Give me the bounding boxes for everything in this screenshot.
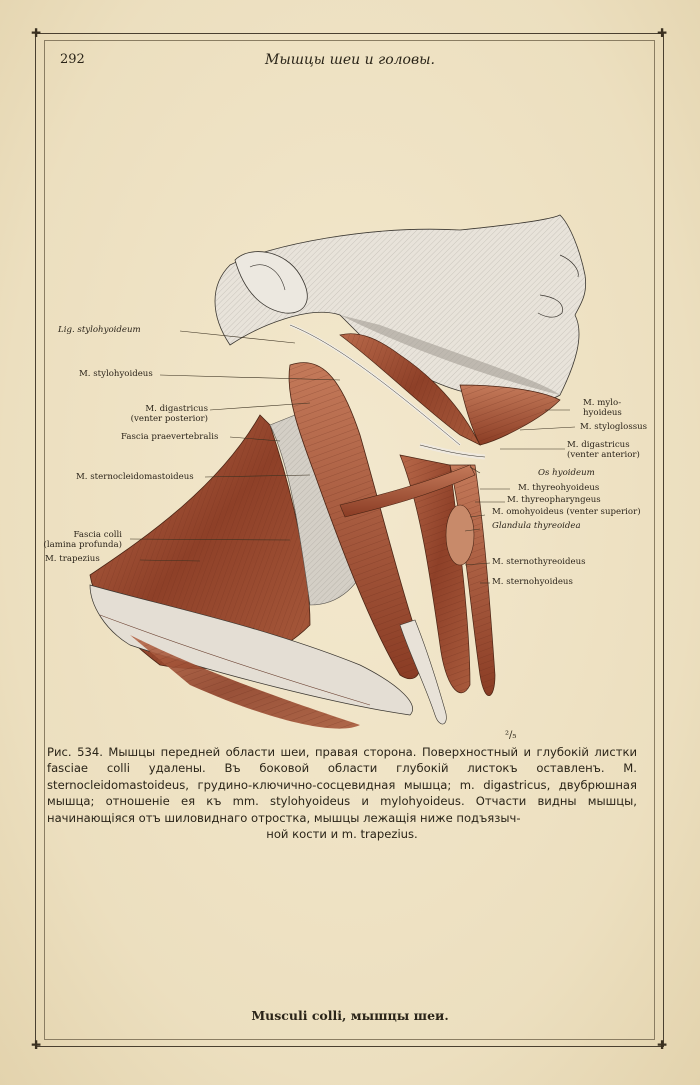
- label-m-trapezius: M. trapezius: [45, 554, 100, 564]
- label-m-digastricus-posterior: M. digastricus (venter posterior): [130, 404, 208, 424]
- corner-ornament-top-left: ✚: [30, 26, 42, 40]
- caption-body: Рис. 534. Мышцы передней области шеи, правая сторона. Поверхностный и глубокій листки fasciae colli удалены. Въ боковой области глубокій листокъ оставленъ. M. sternocleidomastoideus, грудино-ключично-сосцевидная мышца; m. digastricus, двубрюшная мышца; отношеніе ея къ mm. stylohyoideus и mylohyoideus. Отчасти видны мышцы, начинающіяся отъ шиловиднаго отростка, мышцы лежащія ниже подъязыч-: [47, 745, 637, 825]
- corner-ornament-bottom-right: ✚: [656, 1038, 668, 1052]
- page-number: 292: [60, 52, 85, 67]
- label-m-styloglossus: M. styloglossus: [580, 422, 648, 432]
- label-m-stylohyoideus: M. stylohyoideus: [79, 369, 153, 379]
- footer-title: Musculi colli, мышцы шеи.: [251, 1008, 449, 1023]
- label-m-digastricus-anterior: M. digastricus (venter anterior): [567, 440, 640, 460]
- label-lig-stylohyoideum: Lig. stylohyoideum: [58, 325, 141, 335]
- running-head: Мышцы шеи и головы.: [265, 52, 435, 68]
- label-fascia-colli: Fascia colli (lamina profunda): [43, 530, 122, 550]
- label-glandula-thyreoidea: Glandula thyreoidea: [492, 521, 581, 531]
- label-os-hyoideum: Os hyoideum: [538, 468, 595, 478]
- label-m-omohyoideus: M. omohyoideus (venter superior): [492, 507, 641, 517]
- figure-caption: [47, 744, 637, 842]
- label-m-mylohyoideus: M. mylo- hyoideus: [583, 398, 622, 418]
- label-m-sternohyoideus: M. sternohyoideus: [492, 577, 573, 587]
- label-m-thyreohyoideus: M. thyreohyoideus: [518, 483, 600, 493]
- caption-last-line: ной кости и m. trapezius.: [266, 827, 418, 842]
- label-fascia-praevertebralis: Fascia praevertebralis: [121, 432, 219, 442]
- label-m-sternothyreoideus: M. sternothyreoideus: [492, 557, 586, 567]
- corner-ornament-bottom-left: ✚: [30, 1038, 42, 1052]
- label-m-sternocleidomastoideus: M. sternocleidomastoideus: [76, 472, 194, 482]
- corner-ornament-top-right: ✚: [656, 26, 668, 40]
- label-m-thyreopharyngeus: M. thyreopharyngeus: [507, 495, 601, 505]
- figure-scale: ²/₅: [505, 730, 517, 741]
